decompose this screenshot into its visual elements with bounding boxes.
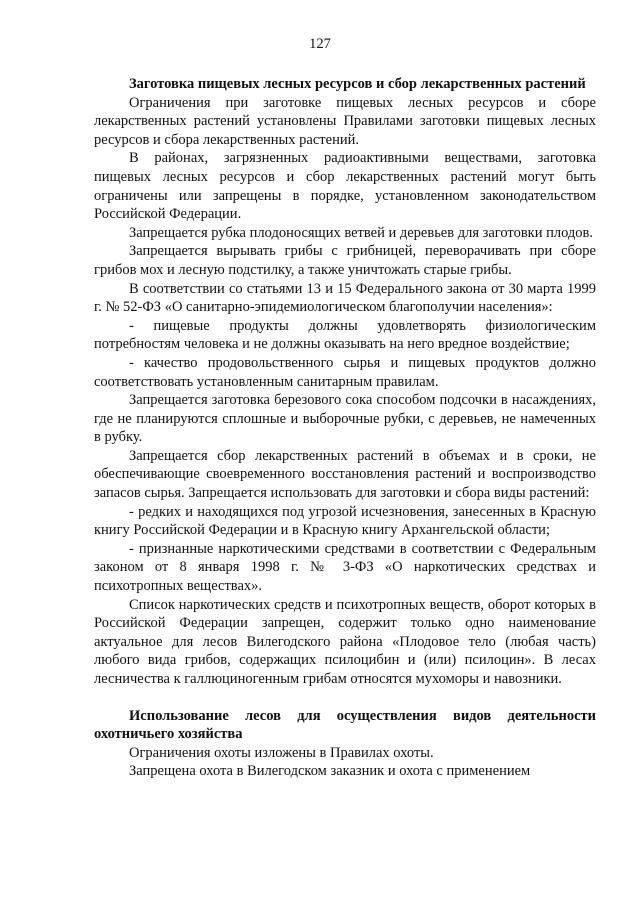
paragraph: Запрещается заготовка березового сока способом подсочки в насаждениях, где не планируются сплошные и выборочные рубки, с деревьев, не намеченных в рубку. [94,392,596,446]
section-heading-hunting: Использование лесов для осуществления видов деятельности охотничьего хозяйства [94,707,596,743]
list-item: - признанные наркотическими средствами в соответствии с Федеральным законом от 8 января 1998 г. № 3-ФЗ «О наркотических средствах и психотропных веществах». [94,540,596,595]
paragraph: Запрещается сбор лекарственных растений в объемах и в сроки, не обеспечивающие своевременного восстановления растений и воспроизводство запасов сырья. Запрещается использовать для заготовки и сбора виды растений: [94,447,596,502]
paragraph: Запрещена охота в Вилегодском заказник и охота с применением [129,763,531,780]
paragraph: Ограничения охоты изложены в Правилах охоты. [129,744,434,761]
list-item: - редких и находящихся под угрозой исчезновения, занесенных в Красную книгу Российской Федерации и в Красную книгу Архангельской области; [94,503,596,539]
paragraph: Список наркотических средств и психотропных веществ, оборот которых в Российской Федерации запрещен, содержит только одно наименование актуальное для лесов Вилегодского района «Плодовое тело (любая часть) любого вида грибов, содержащих псилоцибин и (или) псилоцин». В лесах лесничества к галлюциногенным грибам относятся мухоморы и навозники. [94,596,596,687]
paragraph: В районах, загрязненных радиоактивными веществами, заготовка пищевых лесных ресурсов и сбор лекарственных растений могут быть ограничены или запрещены в порядке, установленном законодательством Российской Федерации. [94,150,596,223]
page-number: 127 [309,36,331,52]
paragraph: Запрещается вырывать грибы с грибницей, переворачивать при сборе грибов мох и лесную подстилку, а также уничтожать старые грибы. [94,243,596,278]
list-item: - пищевые продукты должны удовлетворять физиологическим потребностям человека и не должны оказывать на него вредное воздействие; [94,317,596,353]
list-item: - качество продовольственного сырья и пищевых продуктов должно соответствовать установленным санитарным правилам. [94,354,596,390]
paragraph: Запрещается рубка плодоносящих ветвей и деревьев для заготовки плодов. [129,224,594,241]
paragraph: Ограничения при заготовке пищевых лесных ресурсов и сборе лекарственных растений установлены Правилами заготовки пищевых лесных ресурсов и сбора лекарственных растений. [94,94,596,148]
paragraph: В соответствии со статьями 13 и 15 Федерального закона от 30 марта 1999 г. № 52-ФЗ «О санитарно-эпидемиологическом благополучии населения»: [94,280,596,316]
section-heading-food-resources: Заготовка пищевых лесных ресурсов и сбор лекарственных растений [129,76,586,92]
document-body [94,75,596,781]
